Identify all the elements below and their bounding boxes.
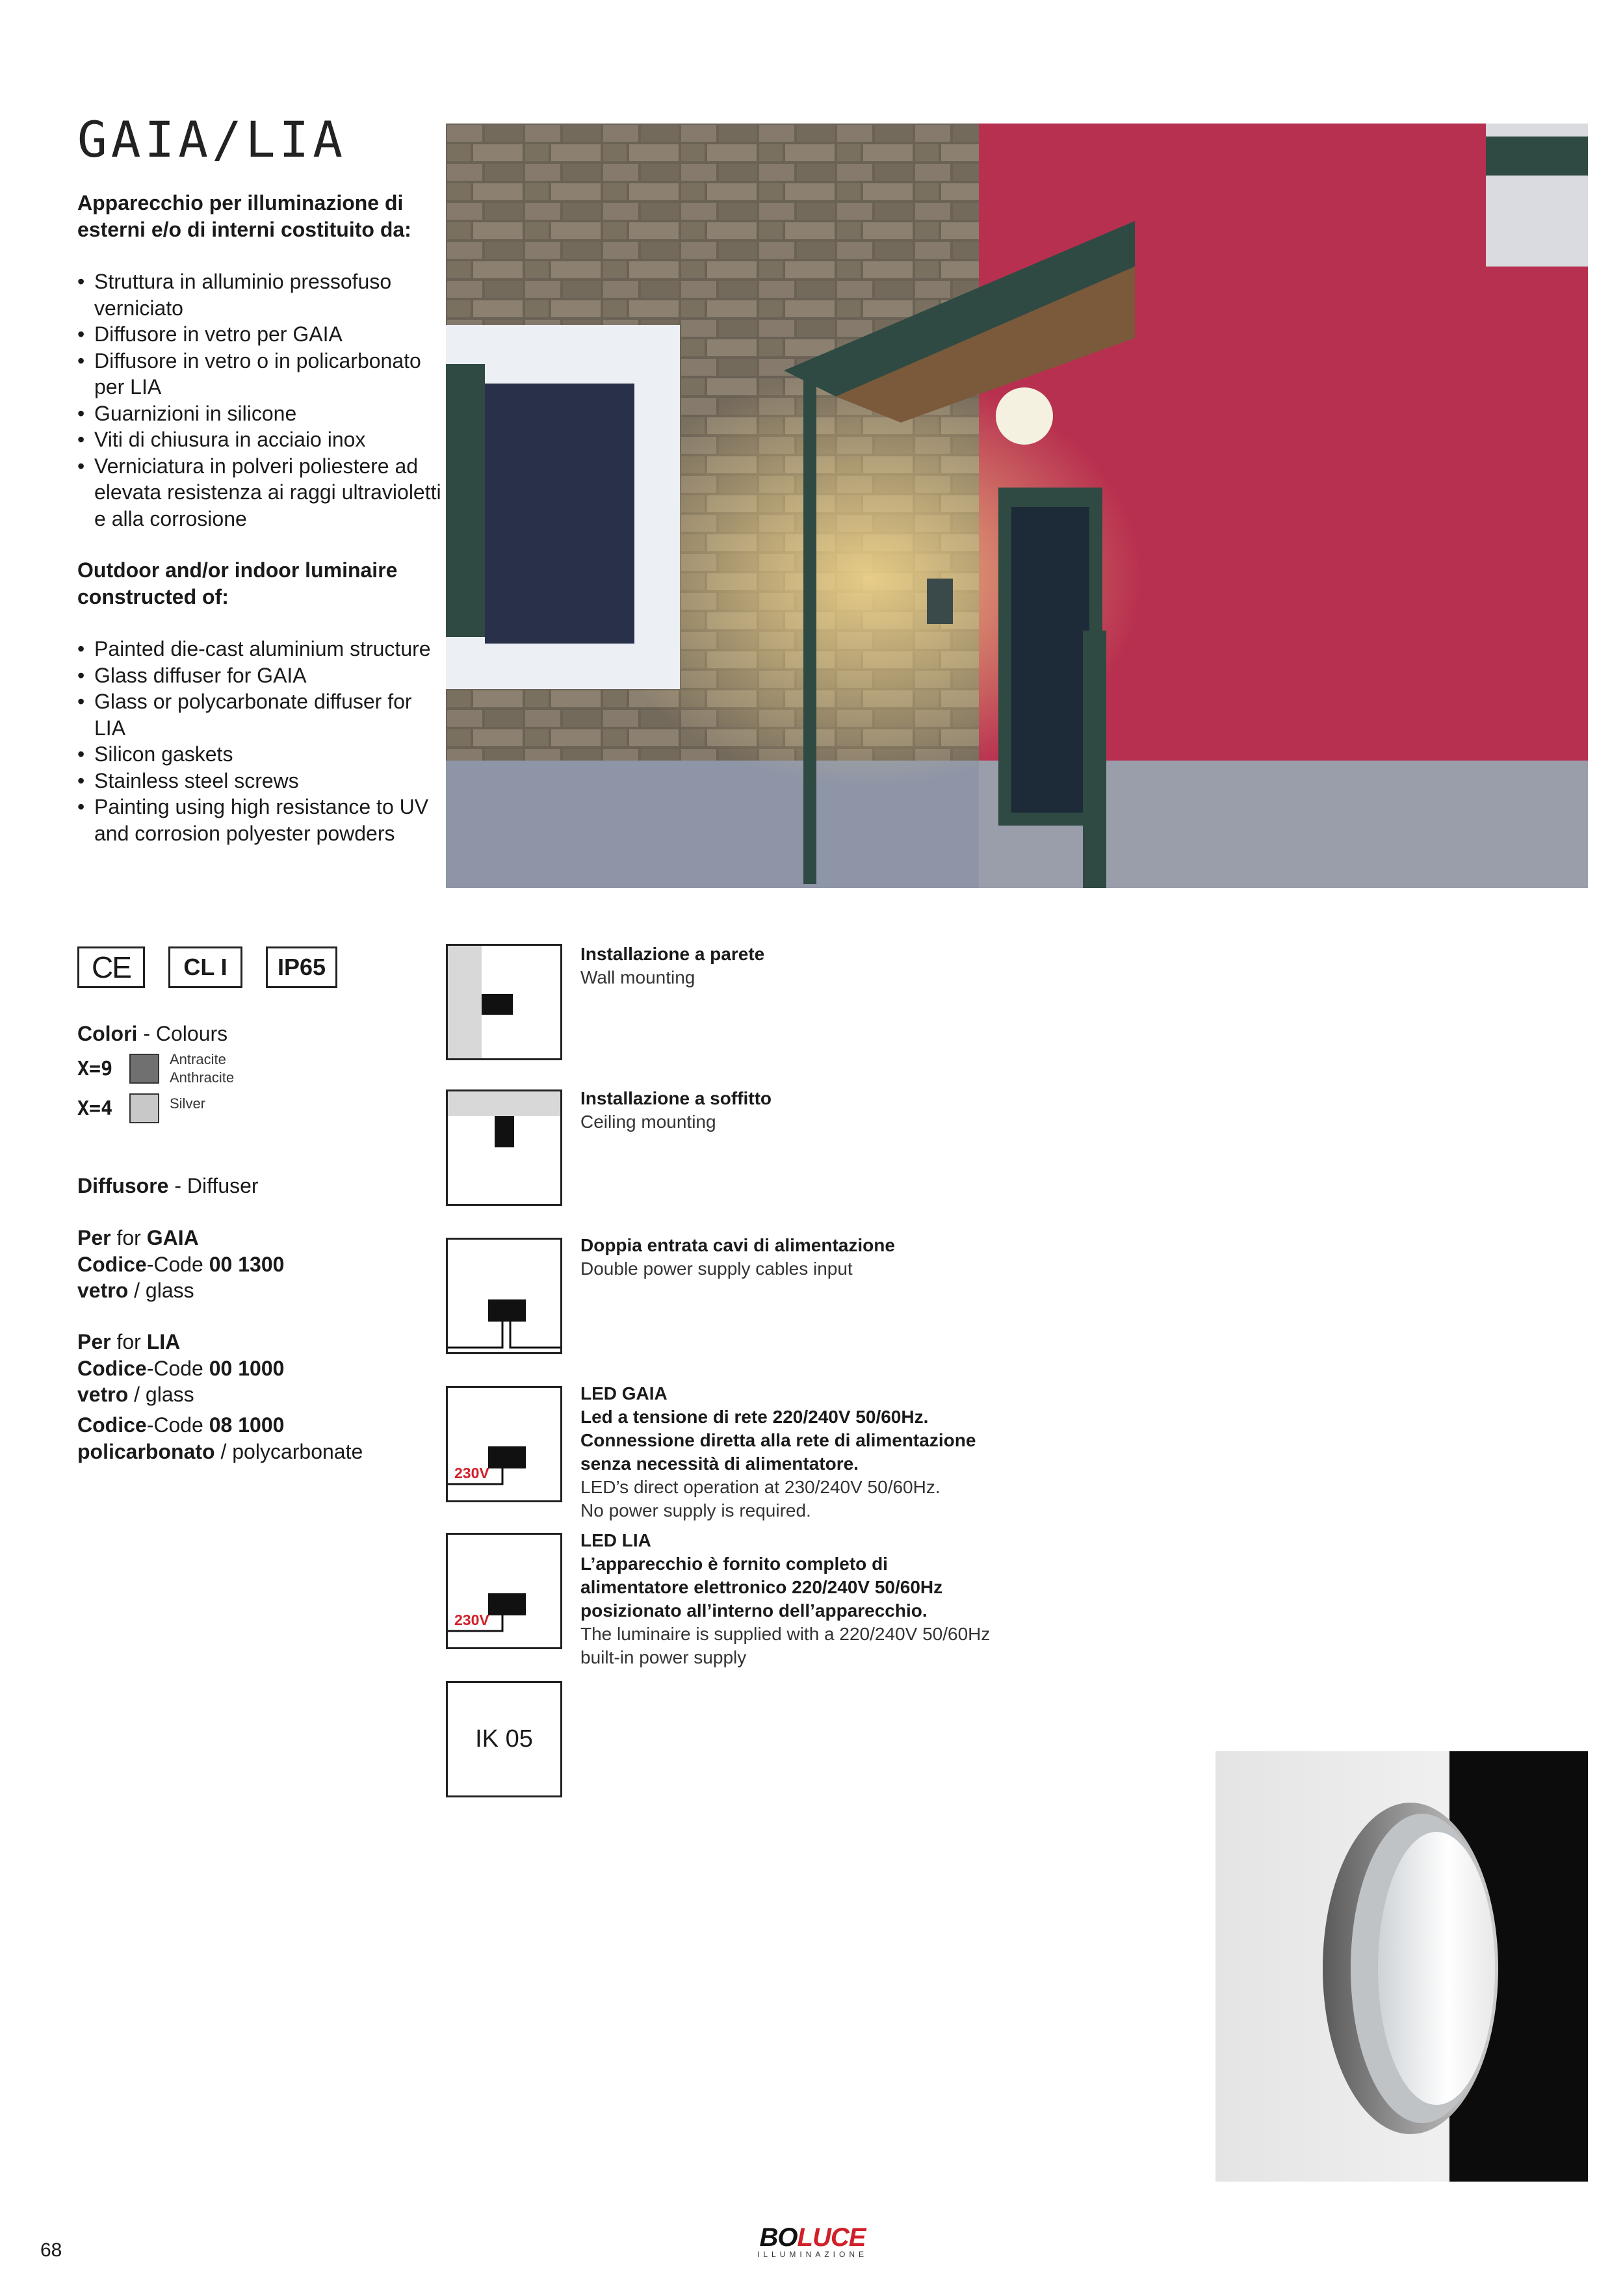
colors-heading xyxy=(77,1022,227,1046)
bullet-list-it xyxy=(77,268,441,532)
material-it: vetro xyxy=(77,1383,129,1406)
product-name: GAIA xyxy=(146,1226,199,1249)
led-gaia-en-line: LED’s direct operation at 230/240V 50/60Hz. xyxy=(580,1477,941,1497)
led-lia-title: LED LIA xyxy=(580,1530,651,1550)
product-name: LIA xyxy=(146,1330,181,1353)
per-label: Per xyxy=(77,1226,111,1249)
wall-mounting-it: Installazione a parete xyxy=(580,944,765,964)
ceiling-mounting-icon xyxy=(446,1089,562,1206)
material-it: policarbonato xyxy=(77,1439,215,1463)
ce-mark: CE xyxy=(77,946,145,988)
product-code: 08 1000 xyxy=(209,1413,285,1437)
code-label-en: -Code xyxy=(146,1413,209,1437)
ik-rating-box: IK 05 xyxy=(446,1681,562,1797)
double-cable-input-icon xyxy=(446,1238,562,1354)
boluce-logo xyxy=(754,2223,871,2259)
list-item: • Viti di chiusura in acciaio inox xyxy=(77,426,441,453)
color-option-silver xyxy=(77,1093,205,1123)
list-item: • Stainless steel screws xyxy=(77,768,441,794)
code-label-it: Codice xyxy=(77,1252,147,1276)
colors-heading-it: Colori xyxy=(77,1022,138,1045)
wall-mounting-icon xyxy=(446,944,562,1060)
color-code: X=4 xyxy=(77,1097,113,1120)
ceiling-mounting-en: Ceiling mounting xyxy=(580,1112,716,1132)
led-lia-en-line: built-in power supply xyxy=(580,1647,747,1667)
double-cable-it: Doppia entrata cavi di alimentazione xyxy=(580,1235,895,1255)
led-lia-text xyxy=(580,1529,1074,1669)
ip-rating-badge: IP65 xyxy=(266,946,337,988)
double-cable-input-text xyxy=(580,1234,1074,1281)
voltage-label: 230V xyxy=(454,1611,489,1628)
color-swatch xyxy=(129,1054,159,1084)
led-gaia-title: LED GAIA xyxy=(580,1383,668,1403)
led-gaia-it-line: Connessione diretta alla rete di alimentazione xyxy=(580,1430,976,1450)
colors-heading-en: Colours xyxy=(155,1022,228,1045)
intro-it: Apparecchio per illuminazione di esterni e/o di interni costituito da: xyxy=(77,191,411,241)
lamp-product-photo xyxy=(1215,1751,1588,2182)
list-item: • Silicon gaskets xyxy=(77,741,441,768)
wall-mounting-en: Wall mounting xyxy=(580,967,695,987)
voltage-label: 230V xyxy=(454,1465,489,1481)
certification-badges xyxy=(77,946,337,988)
product-code: 00 1000 xyxy=(209,1356,285,1380)
code-label-en: -Code xyxy=(146,1252,209,1276)
logo-subtitle: ILLUMINAZIONE xyxy=(757,2250,868,2259)
page-title: GAIA/LIA xyxy=(77,111,347,168)
color-names xyxy=(170,1095,205,1113)
diffuser-heading xyxy=(77,1173,259,1199)
list-item: • Verniciatura in polveri poliestere ad elevata resistenza ai raggi ultravioletti e alla corrosione xyxy=(77,453,441,532)
description-it xyxy=(77,190,441,532)
diffuser-heading-it: Diffusore xyxy=(77,1174,169,1197)
color-name-it: Silver xyxy=(170,1095,206,1112)
logo-part-luce: LUCE xyxy=(797,2223,866,2252)
diffuser-lia xyxy=(77,1329,284,1408)
list-item: • Glass or polycarbonate diffuser for LIA xyxy=(77,688,441,741)
led-gaia-it-line: Led a tensione di rete 220/240V 50/60Hz. xyxy=(580,1407,929,1427)
material-en: / glass xyxy=(128,1279,194,1302)
color-option-anthracite xyxy=(77,1050,234,1087)
led-gaia-voltage-icon xyxy=(446,1386,562,1502)
diffuser-gaia xyxy=(77,1225,284,1304)
diffuser-heading-en: - Diffuser xyxy=(168,1174,259,1197)
per-label: Per xyxy=(77,1330,111,1353)
list-item: • Struttura in alluminio pressofuso verniciato xyxy=(77,268,441,321)
led-lia-it-line: L’apparecchio è fornito completo di xyxy=(580,1554,888,1574)
led-gaia-en-line: No power supply is required. xyxy=(580,1500,811,1520)
diffuser-lia-polycarbonate xyxy=(77,1412,363,1465)
ceiling-mounting-text xyxy=(580,1087,1074,1134)
for-label: for xyxy=(110,1330,147,1353)
led-lia-it-line: alimentatore elettronico 220/240V 50/60Hz xyxy=(580,1577,943,1597)
code-label-it: Codice xyxy=(77,1356,147,1380)
list-item: • Diffusore in vetro per GAIA xyxy=(77,321,441,348)
code-label-en: -Code xyxy=(146,1356,209,1380)
list-item: • Diffusore in vetro o in policarbonato per LIA xyxy=(77,348,441,400)
double-cable-en: Double power supply cables input xyxy=(580,1259,853,1279)
color-name-en: Anthracite xyxy=(170,1069,235,1086)
led-gaia-it-line: senza necessità di alimentatore. xyxy=(580,1454,859,1474)
list-item: • Guarnizioni in silicone xyxy=(77,400,441,427)
heading-separator: - xyxy=(137,1022,156,1045)
class-badge: CL I xyxy=(168,946,242,988)
logo-part-bo: BO xyxy=(759,2223,798,2252)
material-it: vetro xyxy=(77,1279,129,1302)
color-names xyxy=(170,1050,234,1087)
led-gaia-text xyxy=(580,1382,1074,1522)
led-lia-voltage-icon xyxy=(446,1533,562,1649)
product-code: 00 1300 xyxy=(209,1252,285,1276)
led-lia-en-line: The luminaire is supplied with a 220/240V 50/60Hz xyxy=(580,1624,991,1644)
material-en: / glass xyxy=(128,1383,194,1406)
wall-mounting-text xyxy=(580,943,1074,989)
intro-en: Outdoor and/or indoor luminaire constructed of: xyxy=(77,558,398,608)
logo-wordmark xyxy=(754,2223,871,2252)
led-lia-it-line: posizionato all’interno dell’apparecchio. xyxy=(580,1600,928,1621)
bullet-list-en xyxy=(77,636,441,846)
material-en: / polycarbonate xyxy=(214,1439,363,1463)
building-photo xyxy=(446,124,1588,888)
description-en xyxy=(77,557,441,846)
page-number: 68 xyxy=(40,2239,62,2261)
for-label: for xyxy=(110,1226,147,1249)
list-item: • Glass diffuser for GAIA xyxy=(77,662,441,689)
color-name-it: Antracite xyxy=(170,1051,226,1067)
list-item: • Painting using high resistance to UV and corrosion polyester powders xyxy=(77,794,441,846)
color-swatch xyxy=(129,1093,159,1123)
color-code: X=9 xyxy=(77,1057,113,1080)
ceiling-mounting-it: Installazione a soffitto xyxy=(580,1088,772,1108)
list-item: • Painted die-cast aluminium structure xyxy=(77,636,441,662)
code-label-it: Codice xyxy=(77,1413,147,1437)
